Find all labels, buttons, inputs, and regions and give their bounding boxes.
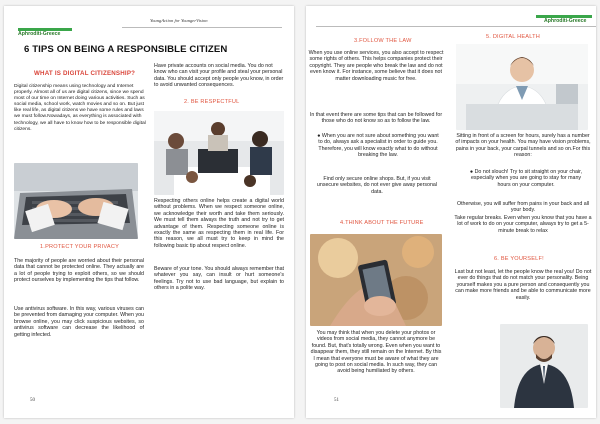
antivirus-text: Use antivirus software. In this way, various viruses can be prevented from damaging your computer. When you browse online, you may click suspicious websites, so antivirus software can decrease the likelihood of getting infected. [14, 306, 144, 338]
brand-label: Aphroditi-Greece [18, 31, 61, 37]
header-rule [316, 26, 596, 27]
team-meeting-photo [154, 111, 284, 195]
future-text: You may think that when you delete your photos or videos from social media, they cannot anymore be found. But, that's totally wrong. Even when you want to disappear them, they still remain on the Internet. By this I mean that everyone must be aware of what they are going to post on social media. In such way, they can avoid being humiliated by others. [310, 330, 442, 375]
law-tips-text: In that event there are some tips that can be followed for those who do not know so as to follow the law. [309, 112, 443, 125]
page-number: 51 [334, 398, 339, 403]
laptop-hands-photo [14, 163, 138, 239]
smartphone-photo [310, 234, 442, 326]
page-number: 50 [30, 398, 35, 403]
yourself-text: Last but not least, let the people know the real you! Do not ever do things that do not match your personality. Being yourself makes you a pure person and consequently you can make more friends and be able to communicate more easily. [454, 269, 592, 301]
section-heading-respectful: 2. BE RESPECTFUL [184, 99, 240, 105]
doctor-photo [456, 44, 588, 130]
section-heading-digital-citizenship: WHAT IS DIGITAL CITIZENSHIP? [34, 70, 136, 77]
businessman-photo [500, 324, 588, 408]
section-heading-privacy: 1.PROTECT YOUR PRIVACY [40, 244, 119, 250]
right-page [306, 6, 596, 418]
header-rule [122, 27, 282, 28]
brand-label: Aphroditi-Greece [544, 18, 587, 24]
health-text: Sitting in front of a screen for hours, surely has a number of impacts on your health. You may have vision problems, pains in your back, your carpal tunnels and so on.For this reason: [455, 133, 591, 159]
back-pain-text: Otherwise, you will suffer from pains in your back and all your body. [456, 201, 590, 214]
secure-shops-text: Find only secure online shops. But, if you visit unsecure websites, do not ever give away personal data. [316, 176, 438, 195]
page-title: 6 TIPS ON BEING A RESPONSIBLE CITIZEN [24, 44, 228, 55]
section-heading-future: 4.THINK ABOUT THE FUTURE [340, 220, 424, 226]
section-heading-law: 3.FOLLOW THE LAW [354, 38, 412, 44]
section-heading-yourself: 6. BE YOURSELF! [494, 256, 544, 262]
law-bullet-text: When you are not sure about something you want to do, always ask a specialist in order to guide you. Therefore, you will know exactly what to do without breaking the law. [318, 133, 439, 159]
left-page [4, 6, 294, 418]
bullet-icon: ● [317, 133, 322, 139]
law-bullet [316, 133, 440, 159]
health-bullet-text: Do not slouch! Try to sit straight on your chair, especially when you are going to stay for many hours on your computer. [470, 169, 583, 188]
privacy-text: The majority of people are worried about their personal data that cannot be protected online. They actually are a lot of people trying to exploit others, so we should protect ourselves by implementing the tips that follow. [14, 258, 144, 284]
tagline: YoungAction for YoungerVision [150, 18, 208, 23]
private-accounts-text: Have private accounts on social media. You do not know who can visit your profile and steal your personal data. You should accept only people you know, in order to avoid unwanted consequences. [154, 63, 284, 89]
law-text: When you use online services, you also accept to respect some rights of others. This helps companies protect their copyright. They are people who break the law and do not even know it. For instance, some believe that it does not matter downloading music for free. [308, 50, 444, 82]
respectful-text: Respecting others online helps create a digital world without problems. When we respect someone online, we acknowledge their worth and take them seriously. We must tell them always the truth and not try to get advantage of them. Respecting someone online is exactly the same as respecting them in real life. For this reason, we all must try to keep in mind the following basic tip about respect online. [154, 198, 284, 249]
tone-text: Beware of your tone. You should always remember that whatever you say, can insult or hurt someone's feelings. Try not to use bad language, but explain to others in a polite way. [154, 266, 284, 292]
section-heading-health: 5. DIGITAL HEALTH [486, 34, 540, 40]
breaks-text: Take regular breaks. Even when you know that you have a lot of work to do on your computer, always try to get a 5-minute break to relax [454, 215, 592, 234]
digital-citizenship-text: Digital citizenship means using technology and Internet properly. Almost all of us are digital citizens, since we spend most of our time on Internet doing various activities. Such as social media, school work, watch movies and so on. But just like real life, as digital citizens we have some rules and laws we must follow.Nowadays, as everything is associated with technology, we all have to know how to be responsible digital citizens. [14, 84, 146, 132]
health-bullet [464, 169, 588, 188]
bullet-icon: ● [469, 169, 475, 175]
